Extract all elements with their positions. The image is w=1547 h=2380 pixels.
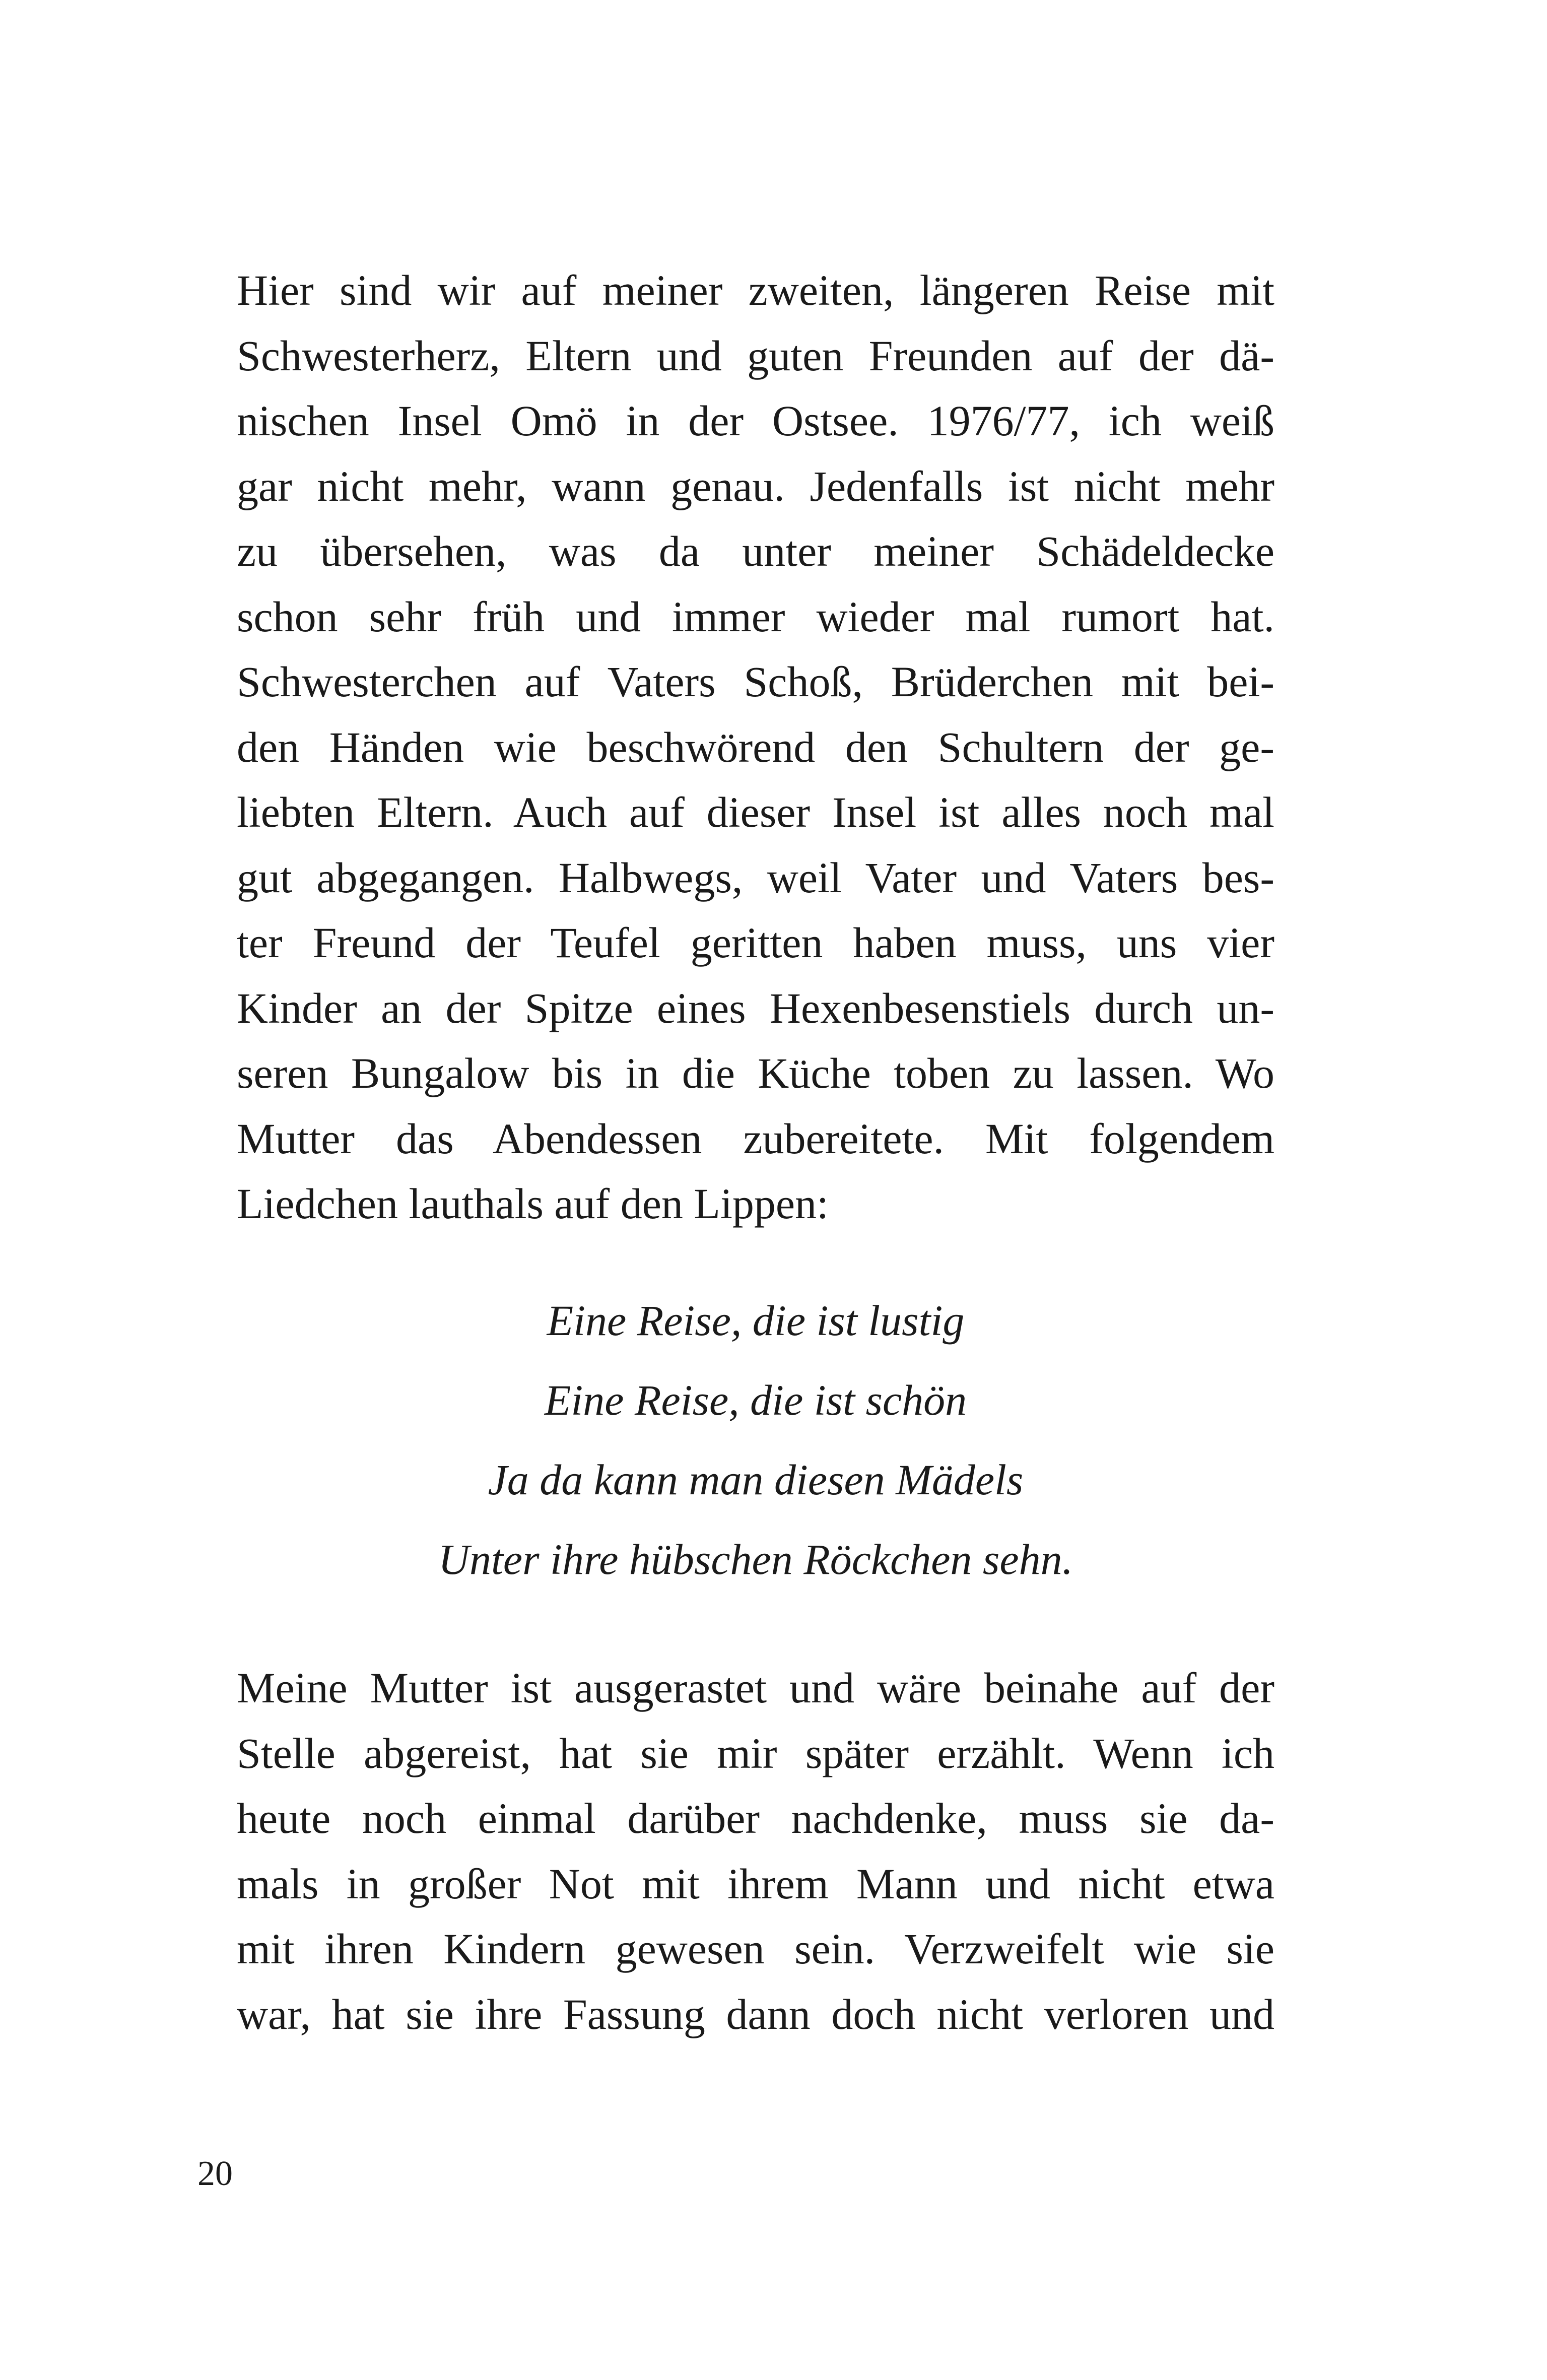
text-line: Kinder an der Spitze eines Hexenbesenstiels durch un- — [237, 983, 1274, 1032]
text-line: war, hat sie ihre Fassung dann doch nicht verloren und — [237, 1990, 1274, 2038]
text-line: Hier sind wir auf meiner zweiten, längeren Reise mit — [237, 266, 1274, 314]
paragraph-2 — [237, 1656, 1274, 2047]
text-line: zu übersehen, was da unter meiner Schädeldecke — [237, 527, 1274, 575]
text-line: Stelle abgereist, hat sie mir später erzählt. Wenn ich — [237, 1729, 1274, 1777]
text-line: gar nicht mehr, wann genau. Jedenfalls ist nicht mehr — [237, 461, 1274, 510]
text-line: liebten Eltern. Auch auf dieser Insel ist alles noch mal — [237, 788, 1274, 836]
text-line: Schwesterherz, Eltern und guten Freunden auf der dä- — [237, 331, 1274, 380]
text-line: seren Bungalow bis in die Küche toben zu lassen. Wo — [237, 1049, 1274, 1097]
text-line: Mutter das Abendessen zubereitete. Mit folgendem — [237, 1114, 1274, 1163]
page-number: 20 — [197, 2154, 233, 2193]
paragraph-1 — [237, 258, 1274, 1237]
text-line: nischen Insel Omö in der Ostsee. 1976/77, ich weiß — [237, 396, 1274, 445]
text-line: heute noch einmal darüber nachdenke, muss sie da- — [237, 1794, 1274, 1842]
text-line: Liedchen lauthals auf den Lippen: — [237, 1179, 829, 1228]
poem-line: Ja da kann man diesen Mädels — [488, 1456, 1024, 1504]
text-line: gut abgegangen. Halbwegs, weil Vater und Vaters bes- — [237, 853, 1274, 902]
poem-line: Eine Reise, die ist schön — [544, 1376, 967, 1424]
text-line: schon sehr früh und immer wieder mal rumort hat. — [237, 592, 1274, 641]
text-line: mals in großer Not mit ihrem Mann und nicht etwa — [237, 1859, 1274, 1908]
text-line: mit ihren Kindern gewesen sein. Verzweifelt wie sie — [237, 1925, 1274, 1973]
text-line: Schwesterchen auf Vaters Schoß, Brüderchen mit bei- — [237, 657, 1274, 706]
text-line: den Händen wie beschwörend den Schultern der ge- — [237, 722, 1274, 771]
text-line: Meine Mutter ist ausgerastet und wäre beinahe auf der — [237, 1664, 1274, 1712]
poem-stanza — [237, 1281, 1274, 1599]
poem-line: Unter ihre hübschen Röckchen sehn. — [438, 1535, 1073, 1583]
poem-line: Eine Reise, die ist lustig — [547, 1296, 965, 1345]
text-line: ter Freund der Teufel geritten haben muss, uns vier — [237, 918, 1274, 967]
